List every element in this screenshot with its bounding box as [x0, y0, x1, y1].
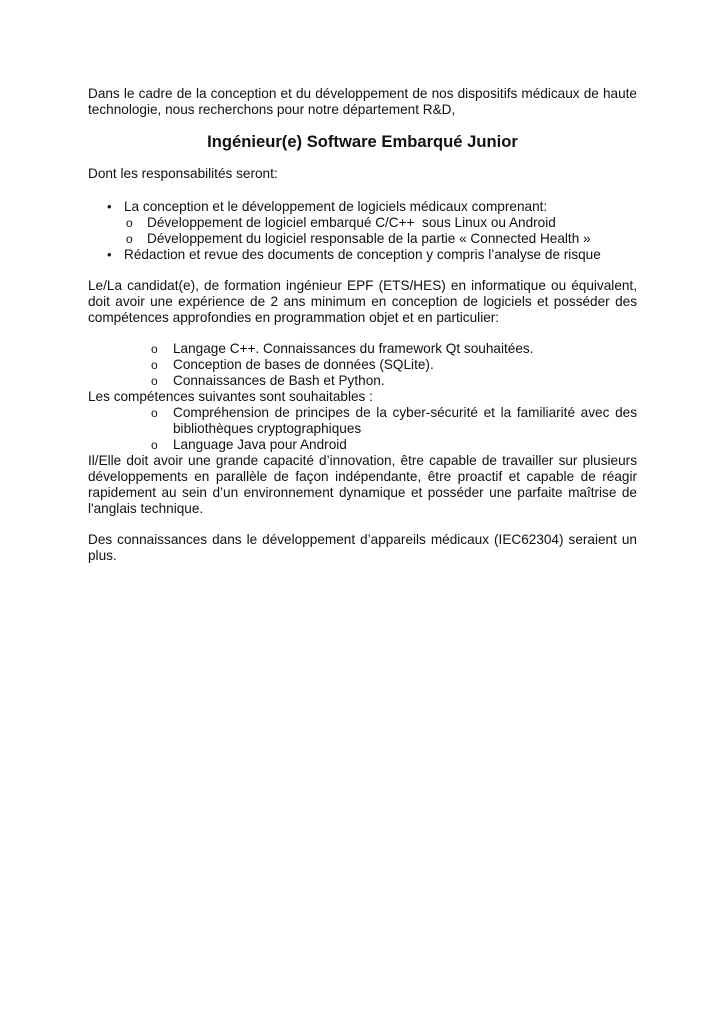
responsibility-item: [88, 247, 637, 263]
required-skills-list: [88, 341, 637, 389]
desirable-lead: Les compétences suivantes sont souhaitables :: [88, 389, 373, 404]
bullet-icon: •: [107, 247, 112, 262]
intro-paragraph: Dans le cadre de la conception et du développement de nos dispositifs médicaux de haute technologie, nous recherchons pour notre département R&D,: [88, 86, 637, 117]
sub-item: [88, 215, 637, 231]
circle-bullet-icon: o: [126, 216, 133, 230]
skill-text: Connaissances de Bash et Python.: [173, 373, 385, 388]
desirable-skills-list: [88, 405, 637, 453]
plus-paragraph: Des connaissances dans le développement d’appareils médicaux (IEC62304) seraient un plus.: [88, 532, 637, 563]
skill-item: [88, 437, 637, 453]
skill-text: Conception de bases de données (SQLite).: [173, 357, 434, 372]
sub-item-text: Développement du logiciel responsable de la partie « Connected Health »: [147, 231, 591, 246]
skill-text: Langage C++. Connaissances du framework Qt souhaitées.: [173, 341, 534, 356]
skill-text: Compréhension de principes de la cyber-sécurité et la familiarité avec des bibliothèques cryptographiques: [173, 405, 637, 436]
skill-text: Language Java pour Android: [173, 437, 347, 452]
circle-bullet-icon: o: [151, 358, 158, 372]
circle-bullet-icon: o: [151, 374, 158, 388]
skill-item: [88, 405, 637, 437]
job-title: Ingénieur(e) Software Embarqué Junior: [207, 132, 518, 151]
bullet-icon: •: [107, 199, 112, 214]
circle-bullet-icon: o: [151, 342, 158, 356]
responsibilities-list: [88, 199, 637, 263]
responsibility-text: La conception et le développement de logiciels médicaux comprenant:: [124, 199, 548, 214]
skill-item: [88, 357, 637, 373]
responsibility-sublist: [88, 215, 637, 247]
responsibility-item: [88, 199, 637, 247]
responsibility-text: Rédaction et revue des documents de conception y compris l’analyse de risque: [124, 247, 601, 262]
job-posting-document: [88, 86, 637, 564]
candidate-paragraph: Le/La candidat(e), de formation ingénieur EPF (ETS/HES) en informatique ou équivalent, doit avoir une expérience de 2 ans minimum en conception de logiciels et posséder des compétences approfondies en programmation objet et en particulier:: [88, 278, 637, 325]
circle-bullet-icon: o: [151, 406, 158, 420]
skill-item: [88, 341, 637, 357]
qualities-paragraph: Il/Elle doit avoir une grande capacité d’innovation, être capable de travailler sur plusieurs développements en parallèle de façon indépendante, être proactif et capable de réagir rapidement au sein d’un environnement dynamique et posséder une parfaite maîtrise de l'anglais technique.: [88, 453, 637, 516]
responsibilities-lead: Dont les responsabilités seront:: [88, 166, 278, 181]
skill-item: [88, 373, 637, 389]
circle-bullet-icon: o: [126, 232, 133, 246]
sub-item: [88, 231, 637, 247]
circle-bullet-icon: o: [151, 438, 158, 452]
sub-item-text: Développement de logiciel embarqué C/C++ sous Linux ou Android: [147, 215, 556, 230]
